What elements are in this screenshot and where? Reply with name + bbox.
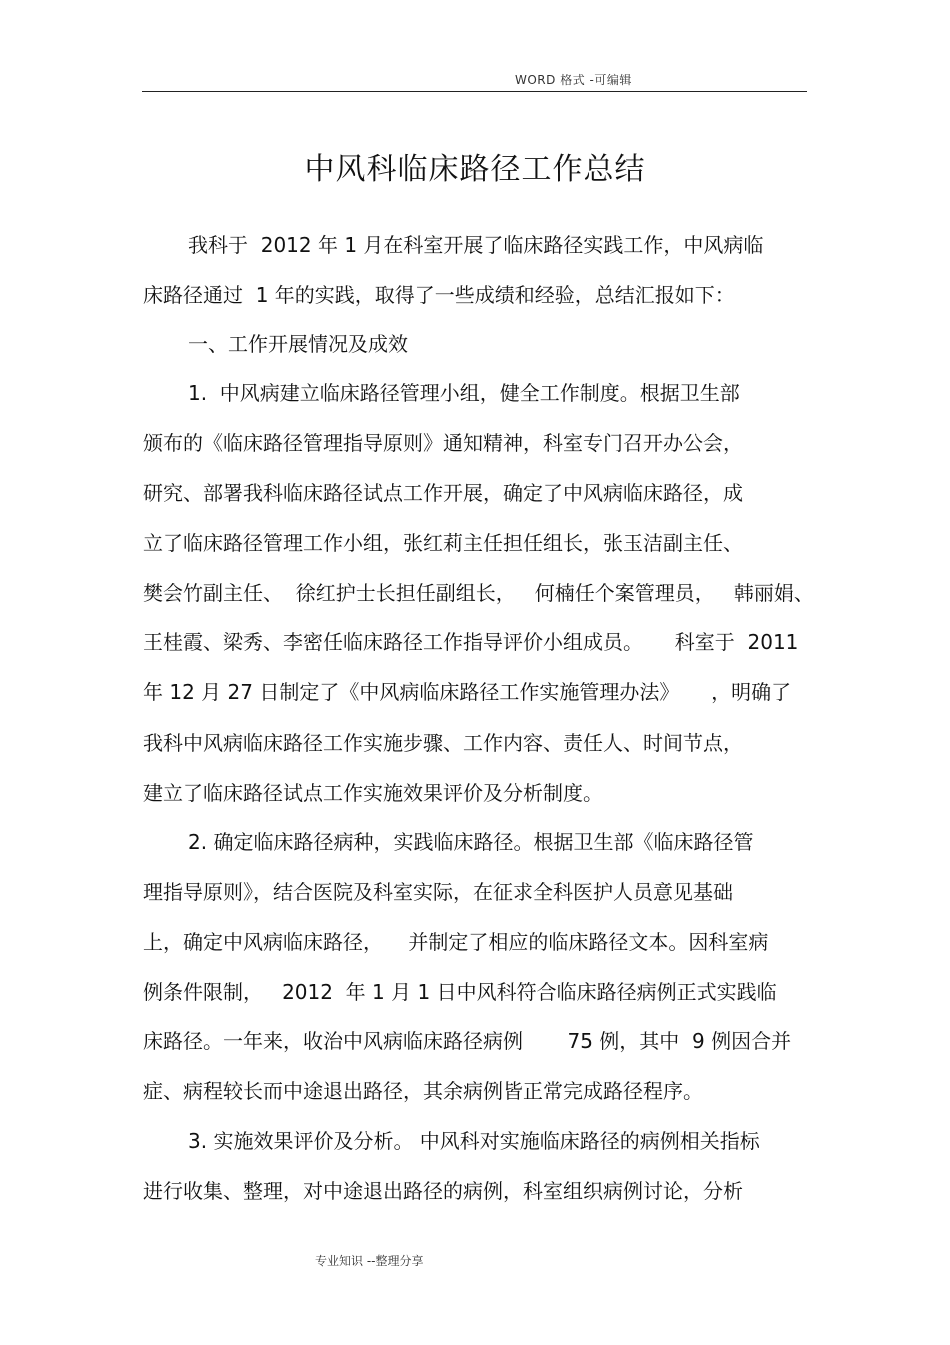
body-line: 床路径。一年来，收治中风病临床路径病例 75 例，其中 9 例因合并 bbox=[143, 1029, 792, 1053]
body-line: 1. 中风病建立临床路径管理小组，健全工作制度。根据卫生部 bbox=[188, 381, 740, 405]
body-line: 床路径通过 1 年的实践，取得了一些成绩和经验，总结汇报如下： bbox=[143, 283, 735, 307]
body-line: 上，确定中风病临床路径， 并制定了相应的临床路径文本。因科室病 bbox=[143, 930, 769, 954]
body-line: 3. 实施效果评价及分析。 中风科对实施临床路径的病例相关指标 bbox=[188, 1129, 760, 1153]
header-label: WORD 格式 -可编辑 bbox=[515, 73, 632, 87]
body-line: 王桂霞、梁秀、李密任临床路径工作指导评价小组成员。 科室于 2011 bbox=[143, 630, 799, 654]
body-line: 建立了临床路径试点工作实施效果评价及分析制度。 bbox=[143, 781, 603, 805]
body-line: 理指导原则》，结合医院及科室实际，在征求全科医护人员意见基础 bbox=[143, 880, 733, 904]
body-line: 症、病程较长而中途退出路径，其余病例皆正常完成路径程序。 bbox=[143, 1079, 703, 1103]
body-line: 2. 确定临床路径病种，实践临床路径。根据卫生部《临床路径管 bbox=[188, 830, 754, 854]
footer-label: 专业知识 --整理分享 bbox=[315, 1254, 424, 1268]
body-line: 例条件限制， 2012 年 1 月 1 日中风科符合临床路径病例正式实践临 bbox=[143, 980, 777, 1004]
body-line: 我科于 2012 年 1 月在科室开展了临床路径实践工作，中风病临 bbox=[188, 233, 764, 257]
document-title: 中风科临床路径工作总结 bbox=[304, 152, 646, 188]
section-heading: 一、工作开展情况及成效 bbox=[188, 332, 408, 356]
body-line: 研究、部署我科临床路径试点工作开展，确定了中风病临床路径，成 bbox=[143, 481, 743, 505]
body-line: 我科中风病临床路径工作实施步骤、工作内容、责任人、时间节点， bbox=[143, 731, 743, 755]
body-line: 立了临床路径管理工作小组，张红莉主任担任组长，张玉洁副主任、 bbox=[143, 531, 743, 555]
body-line: 樊会竹副主任、 徐红护士长担任副组长， 何楠任个案管理员， 韩丽娟、 bbox=[143, 581, 814, 605]
body-line: 颁布的《临床路径管理指导原则》通知精神，科室专门召开办公会， bbox=[143, 431, 743, 455]
header-divider bbox=[142, 91, 807, 92]
body-line: 进行收集、整理，对中途退出路径的病例，科室组织病例讨论，分析 bbox=[143, 1179, 743, 1203]
body-line: 年 12 月 27 日制定了《中风病临床路径工作实施管理办法》 ，明确了 bbox=[143, 680, 792, 704]
